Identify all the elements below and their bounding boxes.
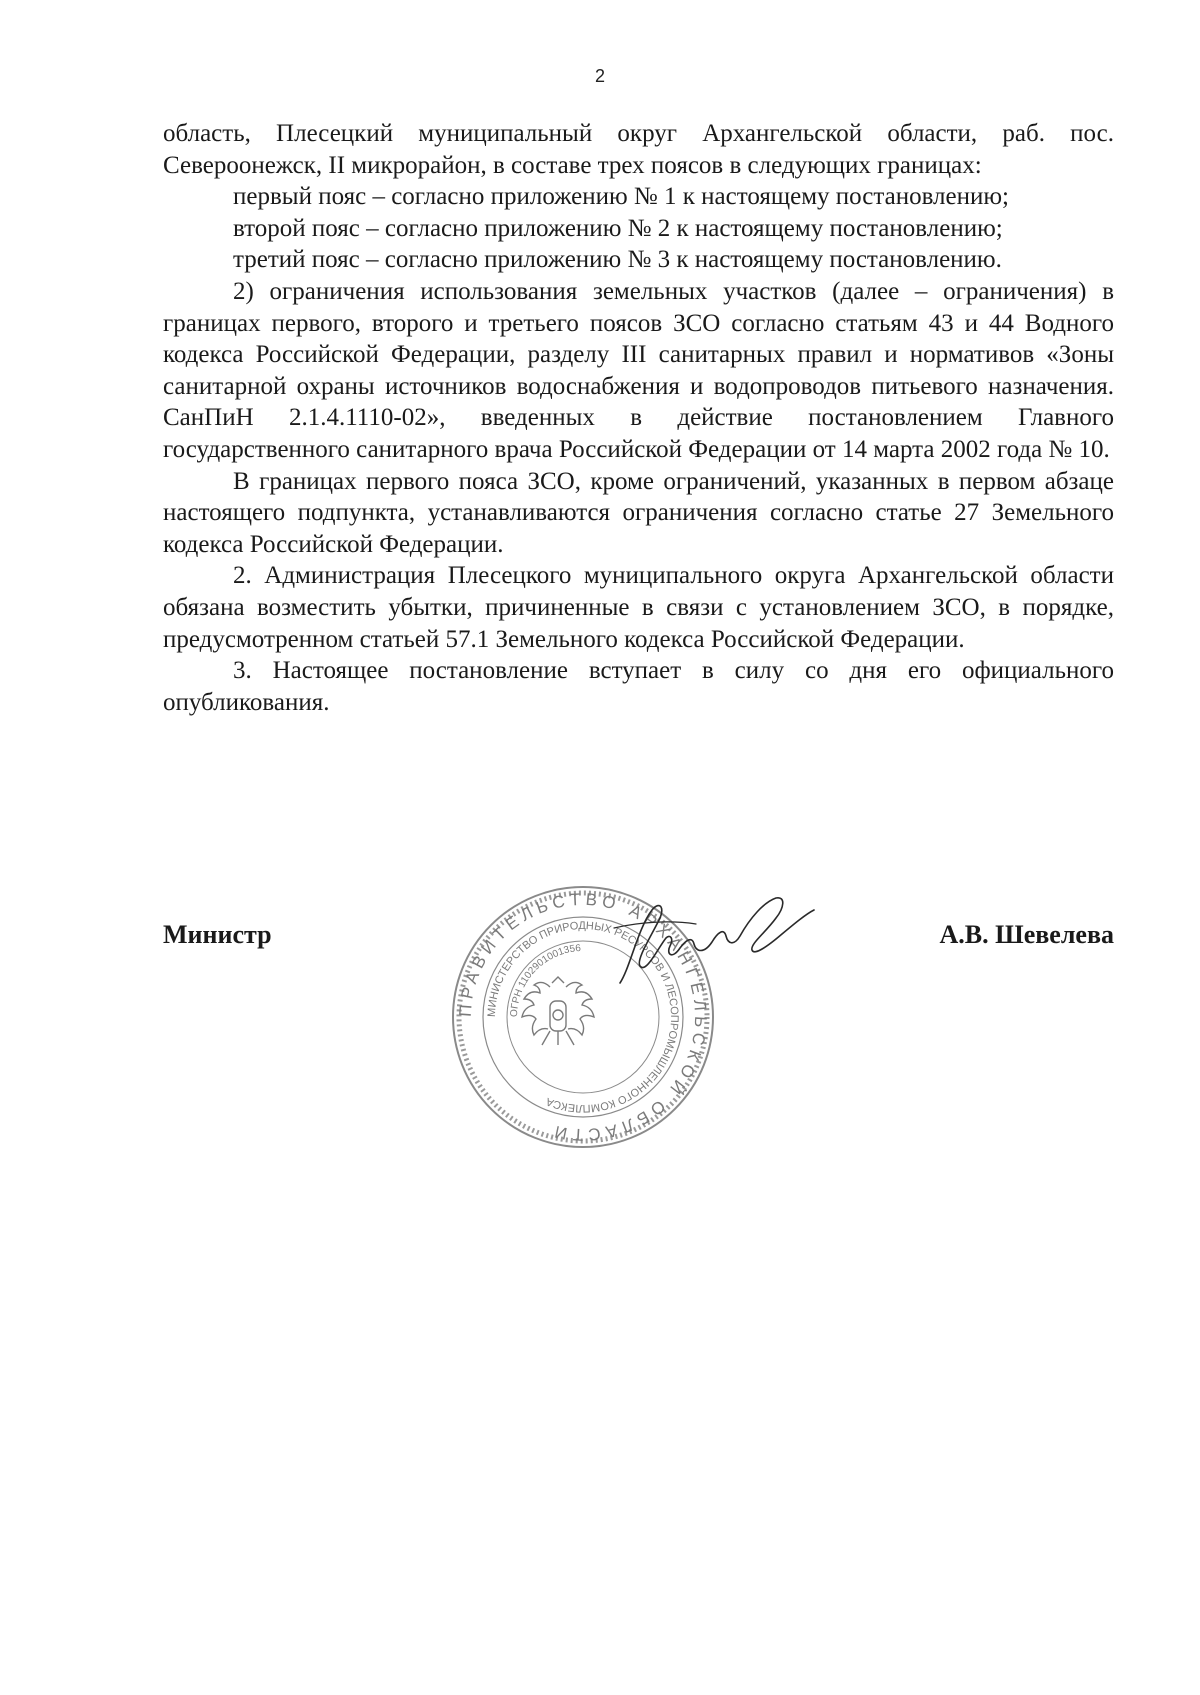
paragraph-first-belt-restrictions: В границах первого пояса ЗСО, кроме ограничений, указанных в первом абзаце настоящего подпункта, устанавливаются ограничения согласно статье 27 Земельного кодекса Российской Федерации. (163, 467, 1114, 558)
paragraph-item-2: 2. Администрация Плесецкого муниципального округа Архангельской области обязана возместить убытки, причиненные в связи с установлением ЗСО, в порядке, предусмотренном статьей 57.1 Земельного кодекса Российской Федерации. (163, 562, 1114, 653)
seal-ogrn-text: ОГРН 1102901001356 (508, 942, 582, 1018)
seal-outer-text: ПРАВИТЕЛЬСТВО АРХАНГЕЛЬСКОЙ ОБЛАСТИ (455, 889, 711, 1145)
paragraph-continuation: область, Плесецкий муниципальный округ Архангельской области, раб. пос. Североонежск, II микрорайон, в составе трех поясов в следующих границах: (163, 120, 1114, 179)
double-headed-eagle-icon (522, 977, 594, 1045)
paragraph-restrictions: 2) ограничения использования земельных участков (далее – ограничения) в границах первого, второго и третьего поясов ЗСО согласно статьям 43 и 44 Водного кодекса Российской Федерации, разделу III санитарных правил и нормативов «Зоны санитарной охраны источников водоснабжения и водопроводов питьевого назначения. СанПиН 2.1.4.1110-02», введенных в действие постановлением Главного государственного санитарного врача Российской Федерации от 14 марта 2002 года № 10. (163, 277, 1114, 463)
page-number: 2 (594, 66, 605, 86)
handwritten-signature (600, 888, 830, 998)
paragraph-belt-2: второй пояс – согласно приложению № 2 к настоящему постановлению; (233, 214, 1003, 242)
paragraph-item-3: 3. Настоящее постановление вступает в силу со дня его официального опубликования. (163, 657, 1114, 716)
signer-title: Министр (163, 920, 272, 949)
document-body (163, 118, 1114, 718)
paragraph-belt-1: первый пояс – согласно приложению № 1 к настоящему постановлению; (233, 183, 1010, 211)
signer-name: А.В. Шевелева (939, 920, 1114, 949)
paragraph-belt-3: третий пояс – согласно приложению № 3 к настоящему постановлению. (233, 246, 1002, 274)
seal-inner-text: МИНИСТЕРСТВО ПРИРОДНЫХ РЕСУРСОВ И ЛЕСОПРОМЫШЛЕННОГО КОМПЛЕКСА (485, 919, 681, 1115)
